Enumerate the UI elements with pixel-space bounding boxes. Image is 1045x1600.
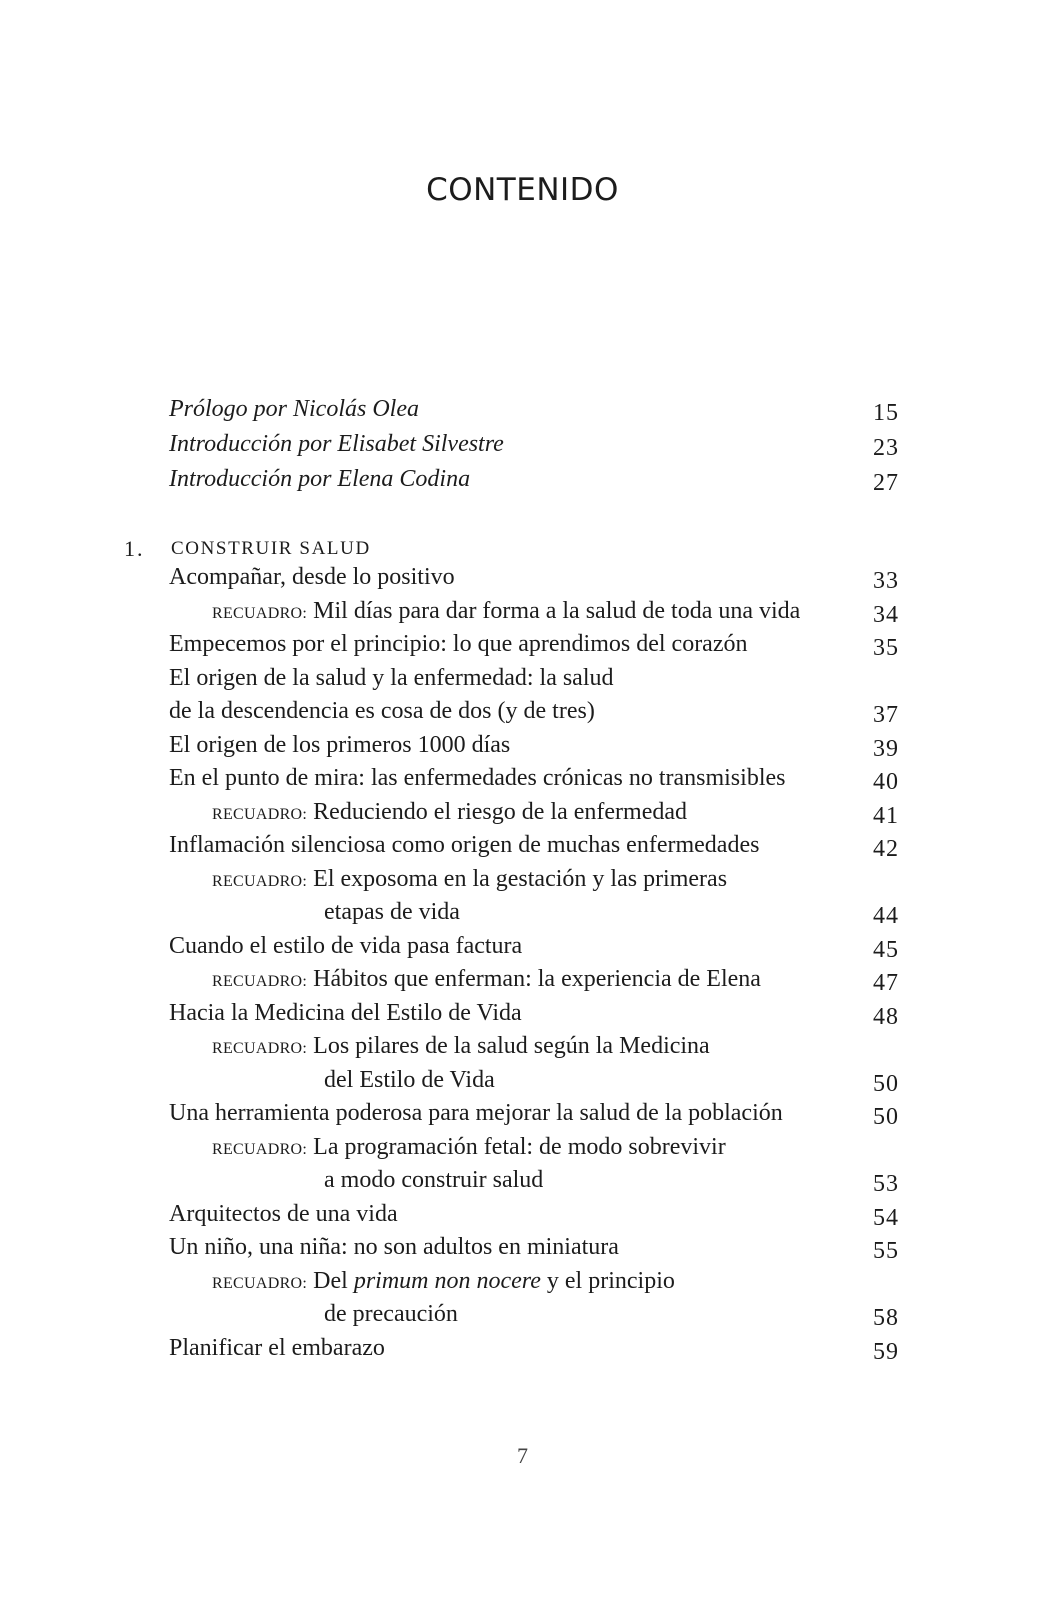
recuadro-text: Del: [313, 1268, 348, 1294]
chapter-number: 1.: [124, 536, 145, 561]
toc-entry[interactable]: Empecemos por el principio: lo que aprendimos del corazón: [169, 631, 748, 657]
toc-recuadro-entry[interactable]: [212, 1031, 710, 1064]
latin-phrase: primum non nocere: [353, 1268, 541, 1294]
page-number: 42: [873, 836, 899, 862]
toc-recuadro-entry[interactable]: [212, 964, 761, 997]
toc-entry-continuation[interactable]: de la descendencia es cosa de dos (y de tres): [169, 698, 595, 724]
toc-recuadro-entry[interactable]: [212, 1132, 726, 1165]
recuadro-text: Los pilares de la salud según la Medicina: [313, 1033, 710, 1059]
toc-entry-continuation[interactable]: etapas de vida: [324, 899, 460, 925]
toc-entry[interactable]: Un niño, una niña: no son adultos en miniatura: [169, 1234, 619, 1260]
toc-entry-prologo[interactable]: Prólogo por Nicolás Olea: [169, 396, 419, 422]
toc-entry-continuation[interactable]: a modo construir salud: [324, 1167, 544, 1193]
recuadro-text: Mil días para dar forma a la salud de toda una vida: [313, 598, 801, 624]
toc-entry-continuation[interactable]: de precaución: [324, 1301, 458, 1327]
recuadro-text: Reduciendo el riesgo de la enfermedad: [313, 799, 687, 825]
page-number: 15: [873, 400, 899, 426]
toc-entry-continuation[interactable]: del Estilo de Vida: [324, 1067, 495, 1093]
toc-entry[interactable]: El origen de los primeros 1000 días: [169, 732, 511, 758]
toc-entry[interactable]: Cuando el estilo de vida pasa factura: [169, 933, 523, 959]
toc-entry[interactable]: Arquitectos de una vida: [169, 1201, 398, 1227]
recuadro-label: RECUADRO:: [212, 605, 308, 622]
toc-recuadro-entry[interactable]: [212, 864, 727, 897]
recuadro-text: y el principio: [546, 1268, 675, 1294]
page-number: 58: [873, 1305, 899, 1331]
page-number: 39: [873, 736, 899, 762]
recuadro-label: RECUADRO:: [212, 1040, 308, 1057]
page-number: 37: [873, 702, 899, 728]
toc-recuadro-entry[interactable]: [212, 1266, 675, 1299]
toc-recuadro-entry[interactable]: [212, 596, 800, 629]
page-number: 35: [873, 635, 899, 661]
recuadro-label: RECUADRO:: [212, 973, 308, 990]
recuadro-text: Hábitos que enferman: la experiencia de Elena: [313, 966, 761, 992]
toc-entry-introduccion-silvestre[interactable]: Introducción por Elisabet Silvestre: [169, 431, 504, 457]
recuadro-text: El exposoma en la gestación y las primeras: [313, 866, 728, 892]
page-number: 45: [873, 937, 899, 963]
toc-entry[interactable]: Una herramienta poderosa para mejorar la salud de la población: [169, 1100, 783, 1126]
recuadro-label: RECUADRO:: [212, 1275, 308, 1292]
toc-recuadro-entry[interactable]: [212, 797, 687, 830]
folio: 7: [517, 1443, 528, 1468]
page-number: 40: [873, 769, 899, 795]
toc-entry[interactable]: Planificar el embarazo: [169, 1335, 385, 1361]
page-number: 50: [873, 1071, 899, 1097]
page-number: 54: [873, 1205, 899, 1231]
page-number: 33: [873, 568, 899, 594]
page-title: CONTENIDO: [426, 172, 619, 208]
toc-entry[interactable]: En el punto de mira: las enfermedades crónicas no transmisibles: [169, 765, 786, 791]
toc-entry[interactable]: Hacia la Medicina del Estilo de Vida: [169, 1000, 522, 1026]
recuadro-label: RECUADRO:: [212, 1141, 308, 1158]
page-number: 47: [873, 970, 899, 996]
chapter-title[interactable]: CONSTRUIR SALUD: [171, 538, 371, 559]
toc-entry[interactable]: El origen de la salud y la enfermedad: la salud: [169, 665, 614, 691]
page-number: 48: [873, 1004, 899, 1030]
recuadro-text: La programación fetal: de modo sobrevivir: [313, 1134, 726, 1160]
recuadro-label: RECUADRO:: [212, 806, 308, 823]
page-number: 53: [873, 1171, 899, 1197]
toc-entry-introduccion-codina[interactable]: Introducción por Elena Codina: [169, 466, 471, 492]
toc-entry[interactable]: Inflamación silenciosa como origen de muchas enfermedades: [169, 832, 760, 858]
recuadro-label: RECUADRO:: [212, 873, 308, 890]
page-number: 50: [873, 1104, 899, 1130]
page-number: 55: [873, 1238, 899, 1264]
page-number: 59: [873, 1339, 899, 1365]
page-number: 23: [873, 435, 899, 461]
toc-entry[interactable]: Acompañar, desde lo positivo: [169, 564, 455, 590]
page-number: 41: [873, 803, 899, 829]
page-number: 34: [873, 602, 899, 628]
page-number: 44: [873, 903, 899, 929]
page-number: 27: [873, 470, 899, 496]
